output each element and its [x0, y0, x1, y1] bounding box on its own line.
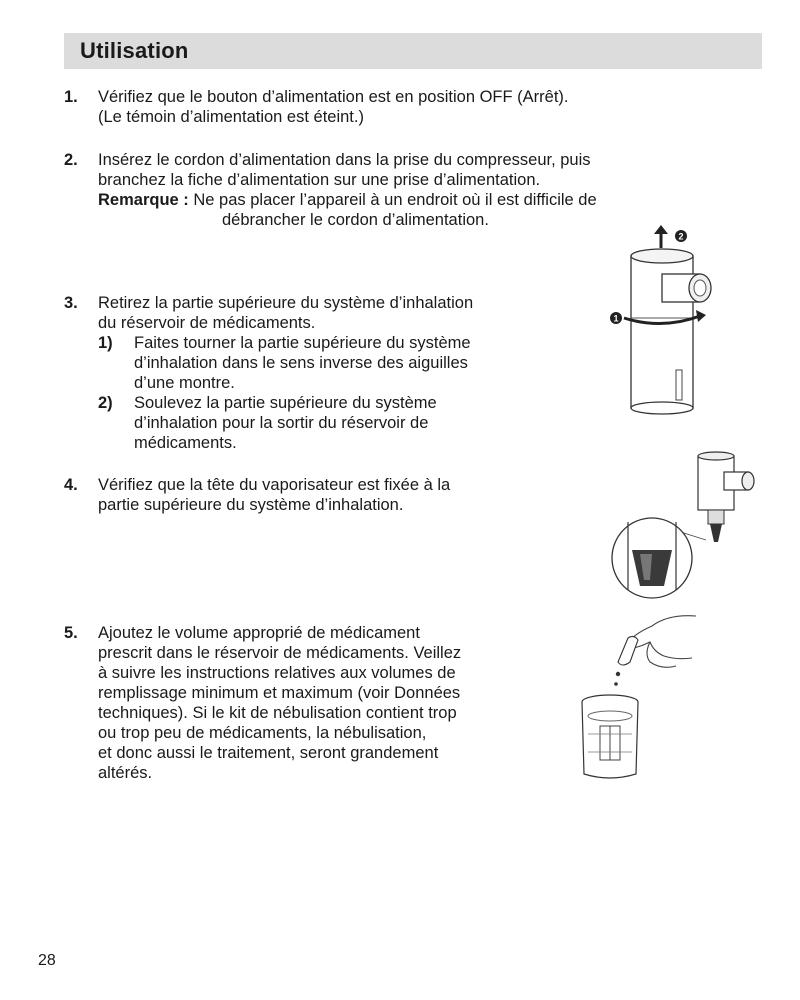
section-header	[64, 33, 762, 69]
dropper-icon	[618, 636, 638, 665]
substep-line: Faites tourner la partie supérieure du système	[134, 334, 471, 352]
step-text	[98, 87, 568, 127]
inhalation-top-removal-illustration	[600, 220, 730, 420]
badge-label: 1	[613, 313, 619, 324]
step-line: partie supérieure du système d’inhalation.	[98, 496, 404, 514]
note-line: débrancher le cordon d’alimentation.	[222, 211, 489, 229]
note-label: Remarque :	[98, 191, 189, 209]
substep-line: d’une montre.	[134, 374, 235, 392]
step-line: prescrit dans le réservoir de médicaments. Veillez	[98, 644, 462, 662]
step-line: techniques). Si le kit de nébulisation contient trop	[98, 704, 457, 722]
drop	[614, 682, 618, 686]
lift-arrow-icon	[654, 225, 668, 248]
step-line: altérés.	[98, 764, 153, 782]
step-text	[98, 475, 450, 515]
step-line: du réservoir de médicaments.	[98, 314, 316, 332]
note-line	[98, 190, 597, 210]
step-line: Vérifiez que la tête du vaporisateur est fixée à la	[98, 476, 451, 494]
step-line: Vérifiez que le bouton d’alimentation est en position OFF (Arrêt).	[98, 88, 569, 106]
substep-line: d’inhalation pour la sortir du réservoir de	[134, 414, 429, 432]
step-line: et donc aussi le traitement, seront grandement	[98, 744, 439, 762]
hand-outline	[629, 616, 696, 659]
step-number: 3.	[64, 294, 78, 312]
step-text	[98, 293, 473, 453]
substep-line: d’inhalation dans le sens inverse des aiguilles	[134, 354, 468, 372]
substep-number: 1)	[98, 334, 113, 352]
substep-text	[134, 333, 471, 393]
step-line: Ajoutez le volume approprié de médicament	[98, 624, 420, 642]
step-line: Insérez le cordon d’alimentation dans la prise du compresseur, puis	[98, 151, 591, 169]
step-line: remplissage minimum et maximum (voir Données	[98, 684, 461, 702]
substep-2	[98, 393, 473, 453]
badge-label: 2	[678, 231, 684, 242]
step-line: Retirez la partie supérieure du système d’inhalation	[98, 294, 474, 312]
vaporizer-head	[710, 524, 722, 542]
step-line: branchez la fiche d’alimentation sur une prise d’alimentation.	[98, 171, 541, 189]
substep-number: 2)	[98, 394, 113, 412]
page-title: Utilisation	[80, 38, 189, 63]
substep-line: médicaments.	[134, 434, 237, 452]
step-number: 1.	[64, 88, 78, 106]
page-number: 28	[38, 952, 56, 969]
substep-line: Soulevez la partie supérieure du système	[134, 394, 437, 412]
vaporizer-head-illustration	[606, 450, 766, 610]
substep-1	[98, 333, 473, 393]
add-medication-illustration	[572, 612, 702, 787]
step-number: 5.	[64, 624, 78, 642]
step-line: (Le témoin d’alimentation est éteint.)	[98, 108, 364, 126]
step-line: à suivre les instructions relatives aux volumes de	[98, 664, 456, 682]
step-line: ou trop peu de médicaments, la nébulisation,	[98, 724, 427, 742]
step-number: 4.	[64, 476, 78, 494]
drop	[616, 672, 620, 676]
step-text	[98, 150, 597, 230]
note-text: Ne pas placer l’appareil à un endroit où il est difficile de	[193, 191, 597, 209]
substep-text	[134, 393, 437, 453]
step-number: 2.	[64, 151, 78, 169]
step-text	[98, 623, 461, 783]
